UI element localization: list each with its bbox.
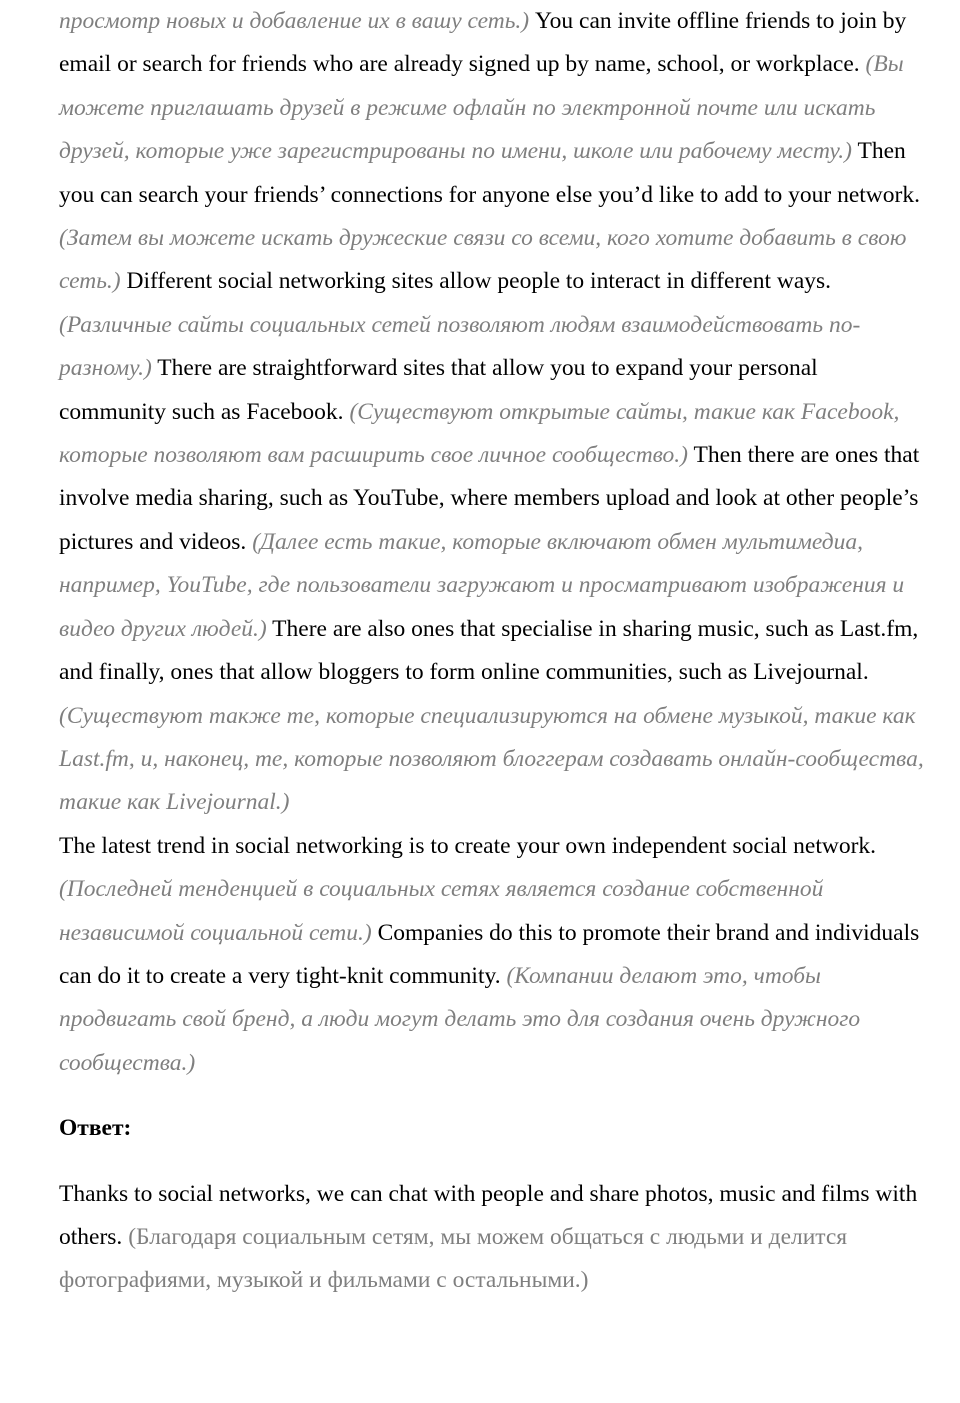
answer-heading: Ответ:	[59, 1115, 132, 1142]
english-text: There are also ones that specialise in sharing music, such as Last.fm, and finally, ones that allow bloggers to form online communities, such as Livejournal.	[59, 615, 919, 686]
translation-text: (Затем вы можете искать дружеские связи со всеми, кого хотите добавить в свою сеть.)	[59, 225, 907, 295]
body-paragraph-2	[59, 825, 927, 1085]
body-paragraph-1	[59, 0, 927, 825]
english-text: There are straightforward sites that allow you to expand your personal community such as Facebook.	[59, 355, 818, 425]
translation-text: (Благодаря социальным сетям, мы можем общаться с людьми и делится фотографиями, музыкой и фильмами с остальными.)	[59, 1223, 848, 1294]
translation-text: (Различные сайты социальных сетей позволяют людям взаимодействовать по-разному.)	[59, 311, 861, 382]
english-text: Then there are ones that involve media sharing, such as YouTube, where members upload and look at other people’s pictures and videos.	[59, 442, 920, 555]
translation-text: (Последней тенденцией в социальных сетях является создание собственной независимой социальной сети.)	[59, 876, 824, 946]
answer-paragraph	[59, 1173, 927, 1303]
english-text: Thanks to social networks, we can chat with people and share photos, music and films with others.	[59, 1180, 918, 1250]
english-text: Different social networking sites allow people to interact in different ways.	[120, 268, 832, 295]
english-text: You can invite offline friends to join by email or search for friends who are already signed up by name, school, or workplace.	[59, 8, 907, 78]
translation-text: (Вы можете приглашать друзей в режиме офлайн по электронной почте или искать друзей, которые уже зарегистрированы по имени, школе или рабочему месту.)	[59, 51, 904, 165]
english-text: Companies do this to promote their brand and individuals can do it to create a very tight-knit community.	[59, 919, 920, 989]
translation-text: (Компании делают это, чтобы продвигать свой бренд, а люди могут делать это для создания очень дружного сообщества.)	[59, 962, 861, 1076]
english-text: The latest trend in social networking is to create your own independent social network.	[59, 832, 877, 859]
english-text: Then you can search your friends’ connections for anyone else you’d like to add to your network.	[59, 138, 920, 208]
document-page	[59, 0, 927, 1303]
translation-text: (Существуют также те, которые специализируются на обмене музыкой, такие как Last.fm, и, наконец, те, которые позволяют блоггерам создавать онлайн-сообщества, такие как Livejournal.)	[59, 702, 924, 816]
translation-text: просмотр новых и добавление их в вашу сеть.)	[59, 8, 530, 34]
translation-text: (Существуют открытые сайты, такие как Facebook, которые позволяют вам расширить свое личное сообщество.)	[59, 398, 900, 469]
translation-text: (Далее есть такие, которые включают обмен мультимедиа, например, YouTube, где пользователи загружают и просматривают изображения и видео других людей.)	[59, 528, 905, 642]
